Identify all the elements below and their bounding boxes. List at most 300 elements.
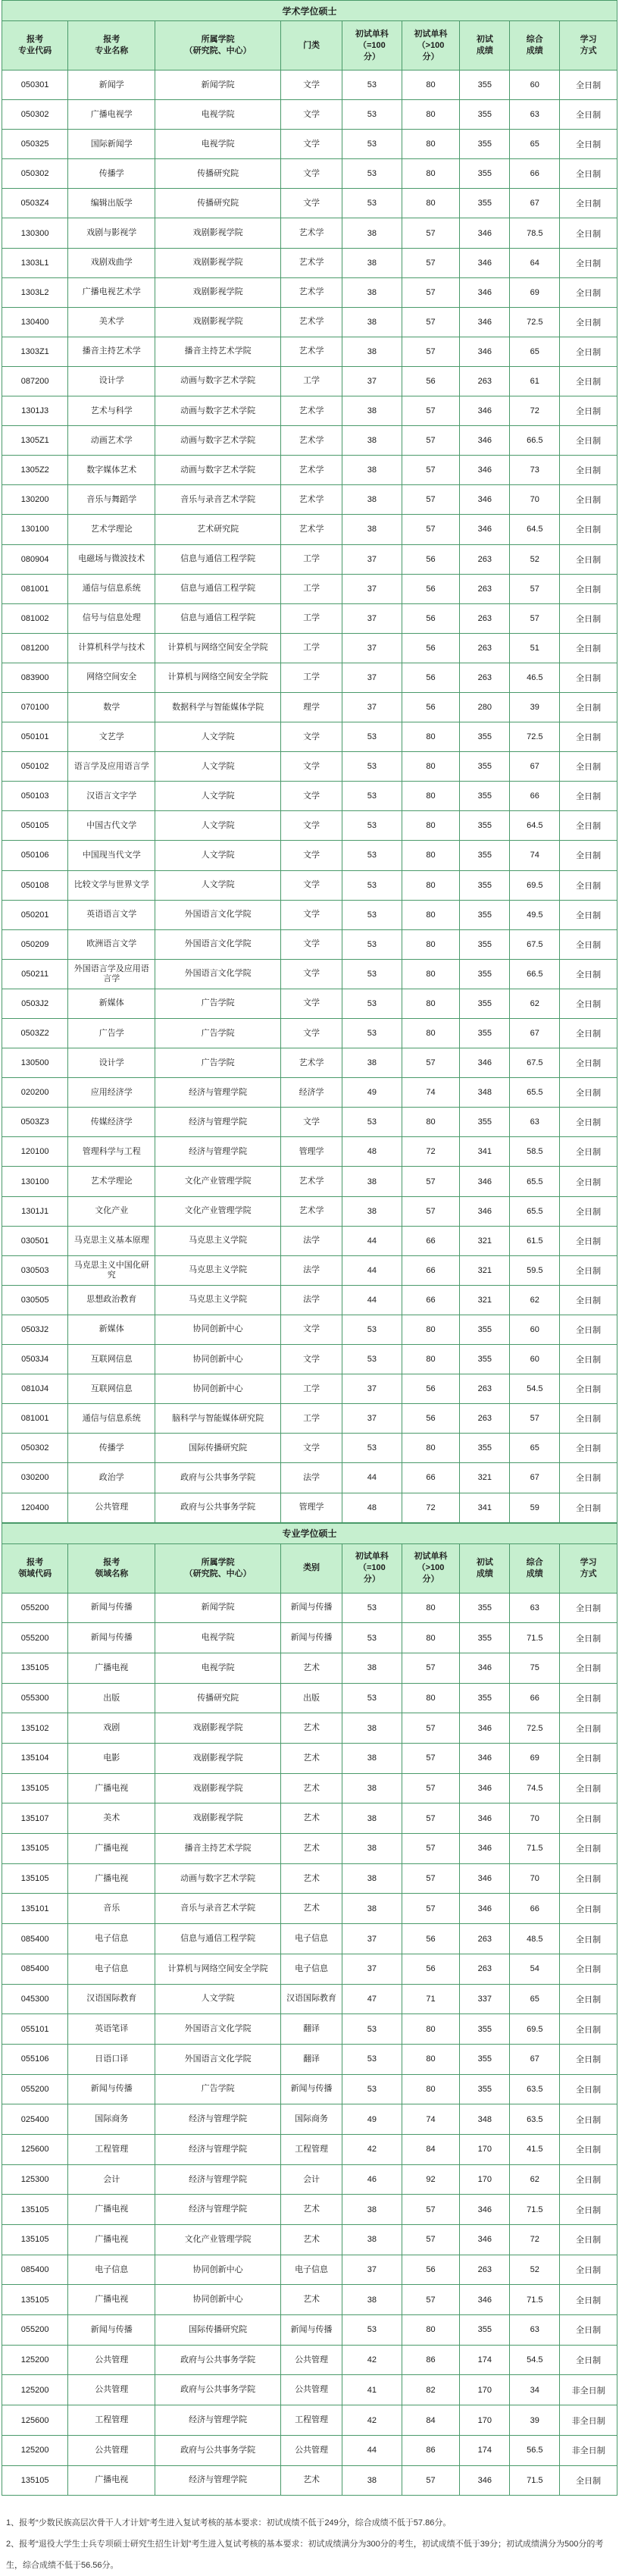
academic-header-row bbox=[2, 21, 617, 71]
table-cell: 动画与数字艺术学院 bbox=[155, 456, 281, 485]
table-cell: 传播研究院 bbox=[155, 159, 281, 189]
column-header: 门类 bbox=[281, 21, 342, 71]
table-cell: 外国语言文化学院 bbox=[155, 959, 281, 989]
table-cell: 125200 bbox=[2, 2435, 68, 2465]
table-cell: 信息与通信工程学院 bbox=[155, 1924, 281, 1954]
table-cell: 66 bbox=[402, 1463, 460, 1493]
table-cell: 戏剧 bbox=[68, 1713, 155, 1744]
table-cell: 67 bbox=[510, 752, 560, 782]
table-row bbox=[2, 1744, 617, 1774]
table-cell: 艺术学 bbox=[281, 1048, 342, 1078]
table-row bbox=[2, 663, 617, 692]
table-cell: 37 bbox=[342, 692, 402, 722]
table-cell: 电子信息 bbox=[68, 2255, 155, 2285]
table-row bbox=[2, 1593, 617, 1623]
table-cell: 播音主持艺术学院 bbox=[155, 1834, 281, 1864]
table-row bbox=[2, 574, 617, 603]
table-cell: 84 bbox=[402, 2134, 460, 2164]
footnotes bbox=[6, 2512, 619, 2576]
table-row bbox=[2, 366, 617, 396]
table-row bbox=[2, 2405, 617, 2436]
table-cell: 传播学 bbox=[68, 159, 155, 189]
table-cell: 71.5 bbox=[510, 2285, 560, 2315]
table-cell: 57 bbox=[402, 456, 460, 485]
table-cell: 050101 bbox=[2, 722, 68, 752]
table-cell: 翻译 bbox=[281, 2014, 342, 2045]
table-cell: 80 bbox=[402, 2014, 460, 2045]
table-cell: 工程管理 bbox=[281, 2134, 342, 2164]
table-cell: 艺术 bbox=[281, 1834, 342, 1864]
table-cell: 经济与管理学院 bbox=[155, 1078, 281, 1108]
table-cell: 法学 bbox=[281, 1255, 342, 1285]
table-cell: 播音主持艺术学院 bbox=[155, 337, 281, 366]
professional-header-row bbox=[2, 1543, 617, 1593]
table-row bbox=[2, 2315, 617, 2346]
column-header: 所属学院 （研究院、中心） bbox=[155, 21, 281, 71]
column-header: 学习 方式 bbox=[560, 21, 617, 71]
table-cell: 80 bbox=[402, 159, 460, 189]
table-cell: 艺术与科学 bbox=[68, 396, 155, 426]
table-cell: 工程管理 bbox=[68, 2134, 155, 2164]
column-header: 报考 领域代码 bbox=[2, 1543, 68, 1593]
table-cell: 新闻学院 bbox=[155, 1593, 281, 1623]
table-cell: 263 bbox=[460, 633, 510, 663]
table-cell: 174 bbox=[460, 2435, 510, 2465]
table-cell: 公共管理 bbox=[68, 2345, 155, 2375]
table-row bbox=[2, 2164, 617, 2195]
table-cell: 37 bbox=[342, 663, 402, 692]
table-cell: 38 bbox=[342, 307, 402, 337]
table-cell: 56 bbox=[402, 603, 460, 633]
table-cell: 全日制 bbox=[560, 1108, 617, 1137]
table-cell: 全日制 bbox=[560, 2164, 617, 2195]
table-cell: 045300 bbox=[2, 1984, 68, 2014]
table-cell: 80 bbox=[402, 130, 460, 159]
table-cell: 53 bbox=[342, 752, 402, 782]
table-cell: 57 bbox=[402, 1863, 460, 1894]
table-row bbox=[2, 1773, 617, 1804]
table-cell: 65.5 bbox=[510, 1078, 560, 1108]
table-row bbox=[2, 2134, 617, 2164]
table-cell: 全日制 bbox=[560, 1744, 617, 1774]
table-cell: 广告学院 bbox=[155, 2074, 281, 2104]
table-row bbox=[2, 870, 617, 900]
table-cell: 政府与公共事务学院 bbox=[155, 2375, 281, 2405]
table-cell: 设计学 bbox=[68, 1048, 155, 1078]
table-cell: 86 bbox=[402, 2435, 460, 2465]
table-cell: 全日制 bbox=[560, 1404, 617, 1434]
column-header: 初试 成绩 bbox=[460, 1543, 510, 1593]
table-cell: 国际传播研究院 bbox=[155, 1434, 281, 1463]
table-cell: 66 bbox=[402, 1285, 460, 1315]
table-cell: 67 bbox=[510, 1463, 560, 1493]
table-cell: 艺术学 bbox=[281, 1167, 342, 1196]
table-cell: 57 bbox=[402, 1653, 460, 1683]
table-cell: 346 bbox=[460, 426, 510, 456]
table-cell: 艺术 bbox=[281, 2465, 342, 2496]
table-cell: 马克思主义基本原理 bbox=[68, 1226, 155, 1255]
table-cell: 1303L2 bbox=[2, 277, 68, 307]
table-cell: 全日制 bbox=[560, 1463, 617, 1493]
table-cell: 355 bbox=[460, 1434, 510, 1463]
table-cell: 71.5 bbox=[510, 1834, 560, 1864]
table-cell: 53 bbox=[342, 841, 402, 870]
table-cell: 355 bbox=[460, 159, 510, 189]
table-cell: 艺术 bbox=[281, 1894, 342, 1924]
table-cell: 全日制 bbox=[560, 2134, 617, 2164]
table-cell: 文学 bbox=[281, 1108, 342, 1137]
table-cell: 法学 bbox=[281, 1463, 342, 1493]
table-cell: 57 bbox=[402, 1713, 460, 1744]
table-cell: 电视学院 bbox=[155, 1653, 281, 1683]
table-cell: 政府与公共事务学院 bbox=[155, 2435, 281, 2465]
table-cell: 53 bbox=[342, 2014, 402, 2045]
table-cell: 38 bbox=[342, 337, 402, 366]
table-cell: 全日制 bbox=[560, 1167, 617, 1196]
table-cell: 出版 bbox=[281, 1683, 342, 1713]
table-cell: 80 bbox=[402, 959, 460, 989]
table-cell: 工学 bbox=[281, 663, 342, 692]
table-cell: 电子信息 bbox=[281, 1954, 342, 1984]
table-cell: 全日制 bbox=[560, 71, 617, 100]
table-cell: 广告学 bbox=[68, 1019, 155, 1048]
table-cell: 64 bbox=[510, 248, 560, 277]
table-cell: 346 bbox=[460, 1167, 510, 1196]
table-cell: 1301J3 bbox=[2, 396, 68, 426]
table-cell: 070100 bbox=[2, 692, 68, 722]
table-cell: 57 bbox=[402, 396, 460, 426]
table-cell: 文化产业 bbox=[68, 1196, 155, 1226]
table-cell: 管理学 bbox=[281, 1493, 342, 1522]
table-cell: 081002 bbox=[2, 603, 68, 633]
table-row bbox=[2, 1683, 617, 1713]
table-row bbox=[2, 1863, 617, 1894]
table-cell: 170 bbox=[460, 2134, 510, 2164]
table-cell: 80 bbox=[402, 782, 460, 811]
table-cell: 戏剧影视学院 bbox=[155, 307, 281, 337]
table-cell: 65 bbox=[510, 130, 560, 159]
table-cell: 84 bbox=[402, 2405, 460, 2436]
table-cell: 53 bbox=[342, 811, 402, 841]
table-cell: 数字媒体艺术 bbox=[68, 456, 155, 485]
table-cell: 263 bbox=[460, 2255, 510, 2285]
table-cell: 80 bbox=[402, 870, 460, 900]
table-cell: 355 bbox=[460, 2074, 510, 2104]
table-cell: 38 bbox=[342, 1167, 402, 1196]
table-cell: 全日制 bbox=[560, 1137, 617, 1167]
table-cell: 艺术 bbox=[281, 1863, 342, 1894]
table-cell: 艺术学理论 bbox=[68, 515, 155, 544]
table-cell: 346 bbox=[460, 1048, 510, 1078]
table-cell: 全日制 bbox=[560, 337, 617, 366]
table-cell: 120100 bbox=[2, 1137, 68, 1167]
table-cell: 全日制 bbox=[560, 1048, 617, 1078]
table-cell: 37 bbox=[342, 1924, 402, 1954]
table-cell: 艺术学 bbox=[281, 1196, 342, 1226]
column-header: 类别 bbox=[281, 1543, 342, 1593]
table-cell: 42 bbox=[342, 2134, 402, 2164]
table-cell: 53 bbox=[342, 1019, 402, 1048]
table-cell: 050209 bbox=[2, 929, 68, 959]
table-cell: 政府与公共事务学院 bbox=[155, 2345, 281, 2375]
table-cell: 全日制 bbox=[560, 1226, 617, 1255]
table-cell: 38 bbox=[342, 2195, 402, 2225]
table-cell: 外国语言文化学院 bbox=[155, 2014, 281, 2045]
table-cell: 53 bbox=[342, 782, 402, 811]
table-cell: 戏剧影视学院 bbox=[155, 1773, 281, 1804]
table-cell: 经济与管理学院 bbox=[155, 2134, 281, 2164]
table-cell: 全日制 bbox=[560, 396, 617, 426]
table-cell: 66 bbox=[510, 1683, 560, 1713]
table-cell: 44 bbox=[342, 1285, 402, 1315]
table-cell: 050105 bbox=[2, 811, 68, 841]
table-cell: 传播研究院 bbox=[155, 189, 281, 218]
table-cell: 38 bbox=[342, 2225, 402, 2255]
table-cell: 57 bbox=[402, 1804, 460, 1834]
table-cell: 020200 bbox=[2, 1078, 68, 1108]
table-cell: 65 bbox=[510, 1434, 560, 1463]
table-cell: 协同创新中心 bbox=[155, 2285, 281, 2315]
table-cell: 会计 bbox=[281, 2164, 342, 2195]
table-cell: 全日制 bbox=[560, 900, 617, 929]
table-cell: 文学 bbox=[281, 782, 342, 811]
table-cell: 法学 bbox=[281, 1285, 342, 1315]
table-row bbox=[2, 1924, 617, 1954]
table-cell: 030501 bbox=[2, 1226, 68, 1255]
table-cell: 人文学院 bbox=[155, 811, 281, 841]
table-cell: 72 bbox=[402, 1137, 460, 1167]
table-cell: 56 bbox=[402, 2255, 460, 2285]
table-cell: 全日制 bbox=[560, 218, 617, 248]
table-row bbox=[2, 752, 617, 782]
table-cell: 新闻学 bbox=[68, 71, 155, 100]
table-cell: 38 bbox=[342, 248, 402, 277]
table-cell: 38 bbox=[342, 396, 402, 426]
table-cell: 355 bbox=[460, 811, 510, 841]
table-cell: 38 bbox=[342, 456, 402, 485]
table-cell: 信息与通信工程学院 bbox=[155, 603, 281, 633]
table-cell: 38 bbox=[342, 1196, 402, 1226]
table-cell: 69.5 bbox=[510, 2014, 560, 2045]
table-cell: 39 bbox=[510, 2405, 560, 2436]
table-cell: 355 bbox=[460, 870, 510, 900]
table-cell: 66 bbox=[510, 1894, 560, 1924]
table-cell: 政府与公共事务学院 bbox=[155, 1493, 281, 1522]
footnote-1: 1、报考“少数民族高层次骨干人才计划”考生进入复试考核的基本要求：初试成绩不低于249分，综合成绩不低于57.86分。 bbox=[6, 2518, 452, 2528]
table-cell: 135105 bbox=[2, 2285, 68, 2315]
table-cell: 戏剧影视学院 bbox=[155, 1804, 281, 1834]
table-cell: 广播电视 bbox=[68, 2465, 155, 2496]
table-cell: 70 bbox=[510, 1863, 560, 1894]
table-cell: 全日制 bbox=[560, 544, 617, 574]
table-cell: 全日制 bbox=[560, 1019, 617, 1048]
table-cell: 网络空间安全 bbox=[68, 663, 155, 692]
table-cell: 355 bbox=[460, 1019, 510, 1048]
table-cell: 80 bbox=[402, 1019, 460, 1048]
table-cell: 互联网信息 bbox=[68, 1345, 155, 1374]
table-cell: 通信与信息系统 bbox=[68, 574, 155, 603]
table-cell: 050325 bbox=[2, 130, 68, 159]
table-cell: 44 bbox=[342, 2435, 402, 2465]
table-cell: 66 bbox=[510, 159, 560, 189]
table-cell: 经济与管理学院 bbox=[155, 2405, 281, 2436]
table-cell: 130400 bbox=[2, 307, 68, 337]
table-cell: 文学 bbox=[281, 900, 342, 929]
table-cell: 263 bbox=[460, 1374, 510, 1404]
table-cell: 英语语言文学 bbox=[68, 900, 155, 929]
table-cell: 125200 bbox=[2, 2375, 68, 2405]
table-cell: 63.5 bbox=[510, 2104, 560, 2135]
table-cell: 57 bbox=[402, 218, 460, 248]
table-row bbox=[2, 841, 617, 870]
table-cell: 新闻与传播 bbox=[68, 1623, 155, 1653]
table-cell: 055200 bbox=[2, 1623, 68, 1653]
table-cell: 54 bbox=[510, 1954, 560, 1984]
table-cell: 60 bbox=[510, 1315, 560, 1344]
table-cell: 编辑出版学 bbox=[68, 189, 155, 218]
table-cell: 120400 bbox=[2, 1493, 68, 1522]
table-cell: 69.5 bbox=[510, 870, 560, 900]
table-cell: 57 bbox=[510, 1404, 560, 1434]
table-cell: 80 bbox=[402, 1593, 460, 1623]
table-cell: 71.5 bbox=[510, 2465, 560, 2496]
table-cell: 125600 bbox=[2, 2134, 68, 2164]
table-cell: 全日制 bbox=[560, 1653, 617, 1683]
table-cell: 263 bbox=[460, 1924, 510, 1954]
table-cell: 46.5 bbox=[510, 663, 560, 692]
table-cell: 国际传播研究院 bbox=[155, 2315, 281, 2346]
table-cell: 艺术 bbox=[281, 1653, 342, 1683]
table-cell: 130500 bbox=[2, 1048, 68, 1078]
table-cell: 全日制 bbox=[560, 929, 617, 959]
table-cell: 346 bbox=[460, 1804, 510, 1834]
table-cell: 73 bbox=[510, 456, 560, 485]
table-row bbox=[2, 337, 617, 366]
table-cell: 工学 bbox=[281, 1374, 342, 1404]
table-cell: 全日制 bbox=[560, 1924, 617, 1954]
table-cell: 135107 bbox=[2, 1804, 68, 1834]
table-row bbox=[2, 100, 617, 130]
table-cell: 49 bbox=[342, 1078, 402, 1108]
table-cell: 355 bbox=[460, 722, 510, 752]
table-cell: 57 bbox=[510, 603, 560, 633]
table-cell: 355 bbox=[460, 1345, 510, 1374]
table-cell: 理学 bbox=[281, 692, 342, 722]
table-cell: 38 bbox=[342, 218, 402, 248]
table-cell: 74 bbox=[510, 841, 560, 870]
table-cell: 050106 bbox=[2, 841, 68, 870]
table-cell: 文学 bbox=[281, 752, 342, 782]
table-cell: 国际商务 bbox=[281, 2104, 342, 2135]
table-cell: 外国语言文化学院 bbox=[155, 2044, 281, 2074]
table-cell: 新闻与传播 bbox=[68, 1593, 155, 1623]
column-header: 初试单科 （=100 分） bbox=[342, 21, 402, 71]
table-cell: 广播电视学 bbox=[68, 100, 155, 130]
table-cell: 戏剧影视学院 bbox=[155, 277, 281, 307]
table-cell: 56 bbox=[402, 692, 460, 722]
table-cell: 经济与管理学院 bbox=[155, 2164, 281, 2195]
table-cell: 马克思主义学院 bbox=[155, 1285, 281, 1315]
table-cell: 新闻与传播 bbox=[68, 2074, 155, 2104]
table-cell: 艺术 bbox=[281, 1744, 342, 1774]
table-row bbox=[2, 2044, 617, 2074]
table-cell: 38 bbox=[342, 1773, 402, 1804]
table-cell: 80 bbox=[402, 1683, 460, 1713]
table-cell: 全日制 bbox=[560, 307, 617, 337]
table-cell: 公共管理 bbox=[68, 2435, 155, 2465]
table-cell: 38 bbox=[342, 1713, 402, 1744]
table-cell: 公共管理 bbox=[68, 1493, 155, 1522]
professional-section-title: 专业学位硕士 bbox=[2, 1523, 617, 1543]
table-cell: 346 bbox=[460, 2465, 510, 2496]
table-cell: 41 bbox=[342, 2375, 402, 2405]
table-cell: 信息与通信工程学院 bbox=[155, 544, 281, 574]
table-cell: 协同创新中心 bbox=[155, 2255, 281, 2285]
table-cell: 马克思主义学院 bbox=[155, 1226, 281, 1255]
table-cell: 播音主持艺术学 bbox=[68, 337, 155, 366]
table-cell: 戏剧影视学院 bbox=[155, 1744, 281, 1774]
table-cell: 马克思主义中国化研究 bbox=[68, 1255, 155, 1285]
table-cell: 53 bbox=[342, 71, 402, 100]
table-cell: 346 bbox=[460, 218, 510, 248]
table-cell: 346 bbox=[460, 1713, 510, 1744]
table-cell: 346 bbox=[460, 1773, 510, 1804]
table-cell: 083900 bbox=[2, 663, 68, 692]
table-cell: 全日制 bbox=[560, 1863, 617, 1894]
table-cell: 全日制 bbox=[560, 603, 617, 633]
table-cell: 人文学院 bbox=[155, 752, 281, 782]
table-cell: 工学 bbox=[281, 574, 342, 603]
table-cell: 346 bbox=[460, 1834, 510, 1864]
table-cell: 工学 bbox=[281, 366, 342, 396]
table-row bbox=[2, 1804, 617, 1834]
table-cell: 0503Z2 bbox=[2, 1019, 68, 1048]
table-cell: 74.5 bbox=[510, 1773, 560, 1804]
table-cell: 57 bbox=[402, 1196, 460, 1226]
table-cell: 全日制 bbox=[560, 515, 617, 544]
table-cell: 081001 bbox=[2, 574, 68, 603]
table-cell: 通信与信息系统 bbox=[68, 1404, 155, 1434]
table-cell: 全日制 bbox=[560, 2014, 617, 2045]
table-cell: 66 bbox=[510, 782, 560, 811]
table-cell: 135105 bbox=[2, 2195, 68, 2225]
table-cell: 全日制 bbox=[560, 2074, 617, 2104]
table-cell: 新闻与传播 bbox=[281, 2315, 342, 2346]
table-cell: 67.5 bbox=[510, 929, 560, 959]
table-cell: 电视学院 bbox=[155, 1623, 281, 1653]
table-cell: 52 bbox=[510, 2255, 560, 2285]
table-row bbox=[2, 1374, 617, 1404]
table-cell: 38 bbox=[342, 2285, 402, 2315]
table-cell: 64.5 bbox=[510, 515, 560, 544]
table-cell: 53 bbox=[342, 1108, 402, 1137]
table-cell: 055200 bbox=[2, 1593, 68, 1623]
table-cell: 54.5 bbox=[510, 1374, 560, 1404]
table-cell: 公共管理 bbox=[281, 2345, 342, 2375]
table-cell: 国际商务 bbox=[68, 2104, 155, 2135]
table-cell: 67 bbox=[510, 1019, 560, 1048]
table-cell: 57 bbox=[402, 1834, 460, 1864]
table-row bbox=[2, 2255, 617, 2285]
table-cell: 63 bbox=[510, 100, 560, 130]
table-cell: 70 bbox=[510, 485, 560, 515]
table-row bbox=[2, 1108, 617, 1137]
academic-table bbox=[2, 0, 617, 1523]
table-cell: 全日制 bbox=[560, 1954, 617, 1984]
table-cell: 355 bbox=[460, 71, 510, 100]
table-cell: 日语口译 bbox=[68, 2044, 155, 2074]
table-cell: 60 bbox=[510, 1345, 560, 1374]
